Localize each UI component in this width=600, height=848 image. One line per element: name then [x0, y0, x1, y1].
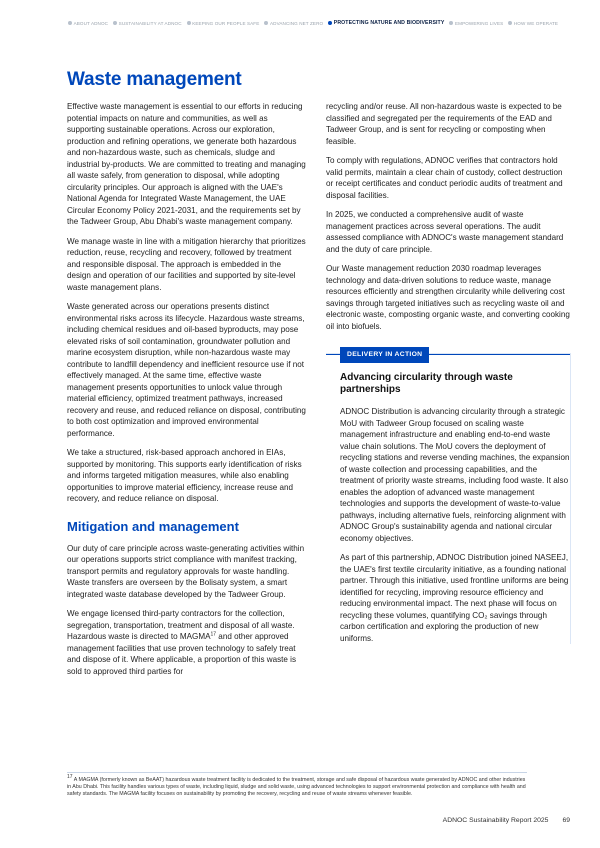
nav-item-net-zero[interactable]: ADVANCING NET ZERO	[264, 20, 323, 26]
bullet-icon	[328, 21, 332, 25]
paragraph: We engage licensed third-party contractors for the collection, segregation, transportation, treatment and disposal of all waste. Hazardous waste is directed to MAGMA$^{17}$ and other approved management facilities that use proven technology to safely treat and dispose of it. Where applicable, a proportion of this waste is sold to approved third parties for	[67, 609, 297, 676]
report-name: ADNOC Sustainability Report 2025	[442, 817, 549, 824]
section-nav	[68, 20, 588, 26]
bullet-icon	[508, 21, 512, 25]
nav-item-nature-biodiversity[interactable]: PROTECTING NATURE AND BIODIVERSITY	[328, 20, 444, 26]
page-number: 69	[562, 817, 570, 824]
paragraph: ADNOC Distribution is advancing circularity through a strategic MoU with Tadweer Group focused on scaling waste management infrastructure and enabling end-to-end waste value chain solutions. The MoU covers the deployment of recycling stations and reverse vending machines, the expansion of waste collection and processing capabilities, and the treatment of priority waste streams, including food waste. It also enables the adoption of advanced waste management technologies and supports the development of waste-to-value pathways, including alternative fuels, reinforcing alignment with ADNOC Group's sustainability agenda and national circular economy objectives.	[340, 407, 570, 543]
case-study-heading: Advancing circularity through waste partnerships	[340, 372, 513, 395]
section-subheading: Mitigation and management	[67, 518, 239, 534]
footnote-number: 17	[67, 774, 73, 781]
bullet-icon	[68, 21, 72, 25]
paragraph: In 2025, we conducted a comprehensive audit of waste management practices across several operations. The audit assessed compliance with ADNOC's waste management standard and the duty of care principle.	[326, 210, 564, 254]
paragraph: Our Waste management reduction 2030 roadmap leverages technology and data-driven solutions to reduce waste, manage resources efficiently and strengthen circularity while delivering cost savings through targeted initiatives such as recycling waste oil and electronic waste, composting organic waste, and converting cooking oil into biofuels.	[326, 264, 570, 331]
page-title: Waste management	[67, 69, 242, 90]
footnote: $^{17}$ A MAGMA (formerly known as BeAAT) hazardous waste treatment facility is dedicated to the treatment, storage and safe disposal of hazardous waste generated by ADNOC and other industries in Abu Dhabi. This facility handles various types of waste, including liquid, sludge and solid waste, using advanced technologies to support environmental protection and compliance with health and safety standards. The MAGMA facility focuses on sustainability by promoting the recovery, recycling and reuse of waste streams whenever feasible.	[67, 772, 527, 799]
bullet-icon	[264, 21, 268, 25]
right-column	[326, 101, 571, 652]
nav-item-empowering-lives[interactable]: EMPOWERING LIVES	[449, 20, 503, 26]
footnote-ref[interactable]: 17	[210, 631, 217, 638]
nav-item-people-safe[interactable]: KEEPING OUR PEOPLE SAFE	[187, 20, 260, 26]
paragraph: We take a structured, risk-based approach anchored in EIAs, supported by monitoring. This supports early identification of risks and informs targeted mitigation measures, while also enabling opportunities to improve material efficiency, increase reuse and recovery, and reduce reliance on disposal.	[67, 448, 302, 503]
nav-item-about-adnoc[interactable]: ABOUT ADNOC	[68, 20, 108, 26]
bullet-icon	[449, 21, 453, 25]
paragraph: Our duty of care principle across waste-generating activities within our operations supports strict compliance with manifest tracking, transport permits and regulatory approvals for waste handling. Waste transfers are overseen by the Bolisaty system, a smart integrated waste database developed by the Tadweer Group.	[67, 543, 305, 599]
case-study-box	[326, 353, 571, 644]
delivery-in-action-label: DELIVERY IN ACTION	[340, 347, 429, 363]
nav-item-sustainability[interactable]: SUSTAINABILITY AT ADNOC	[113, 20, 182, 26]
bullet-icon	[187, 21, 191, 25]
paragraph: As part of this partnership, ADNOC Distribution joined NASEEJ, the UAE's first textile circularity initiative, as a founding national partner. Through this initiative, used frontline uniforms are being identified for recycling, improving resource efficiency and reducing environmental impact. The next phase will focus on recycling these volumes, quantifying CO₂ savings through carbon certification and exploring the production of new uniforms.	[340, 553, 569, 643]
paragraph: We manage waste in line with a mitigation hierarchy that prioritizes reduction, reuse, recycling and recovery, followed by treatment and responsible disposal. The approach is embedded in the design and operation of our facilities and supported by site-level waste management plans.	[67, 236, 306, 292]
paragraph: To comply with regulations, ADNOC verifies that contractors hold valid permits, maintain a clear chain of custody, collect destruction or receipt certificates and conduct periodic audits of treatment and disposal facilities.	[326, 156, 563, 200]
paragraph: Waste generated across our operations presents distinct environmental risks across its lifecycle. Hazardous waste streams, including chemical residues and oil-based byproducts, may pose elevated risks of soil contamination, groundwater pollution and marine ecosystem disruption, while non-hazardous waste may contribute to landfill dependency and inefficient resource use if not effectively managed. At the same time, effective waste management presents opportunities to unlock value through material efficiency, optimized treatment pathways, increased recovery and reuse, and reduced reliance on disposal, contributing to both cost optimization and improved environmental performance.	[67, 302, 306, 438]
paragraph: Effective waste management is essential to our efforts in reducing potential impacts on nature and communities, as well as supporting sustainable operations. Across our exploration, production and refining operations, we generate both hazardous and non-hazardous waste, such as chemicals, sludge and industrial by-products. We are committed to treating and managing all waste safely, from generation to disposal, while adopting circularity principles. Our approach is aligned with the UAE's National Agenda for Integrated Waste Management, the UAE Circular Economy Policy 2021-2031, and the requirements set by the Tadweer Group, Abu Dhabi's waste management company.	[67, 102, 306, 226]
page-footer	[443, 817, 570, 824]
paragraph: recycling and/or reuse. All non-hazardous waste is expected to be classified and segregated per the requirements of the EAD and Tadweer Group, and is sent for recycling or composting when feasible.	[326, 102, 562, 146]
nav-item-how-we-operate[interactable]: HOW WE OPERATE	[508, 20, 558, 26]
left-column	[67, 101, 307, 685]
bullet-icon	[113, 21, 117, 25]
